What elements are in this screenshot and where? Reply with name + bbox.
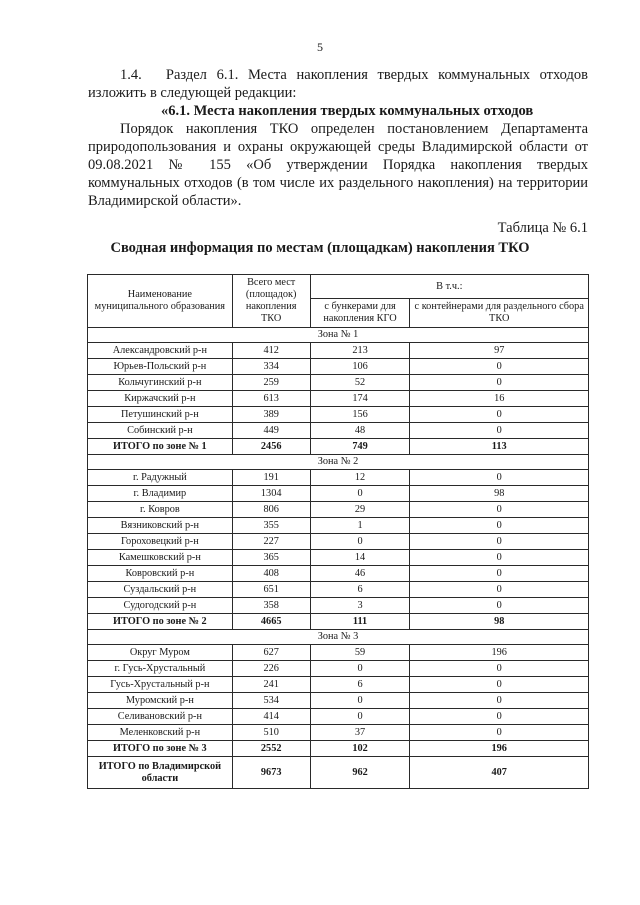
- cell-total: 806: [232, 502, 310, 518]
- cell-total: 627: [232, 645, 310, 661]
- zone-label: Зона № 1: [88, 328, 589, 343]
- cell-bunkers: 12: [310, 470, 410, 486]
- cell-name: г. Ковров: [88, 502, 233, 518]
- cell-containers: 196: [410, 645, 589, 661]
- cell-containers: 0: [410, 359, 589, 375]
- cell-containers: 113: [410, 439, 589, 455]
- cell-total: 4665: [232, 614, 310, 630]
- cell-total: 414: [232, 709, 310, 725]
- cell-name: г. Радужный: [88, 470, 233, 486]
- cell-containers: 98: [410, 614, 589, 630]
- cell-total: 2456: [232, 439, 310, 455]
- cell-name: Собинский р-н: [88, 423, 233, 439]
- cell-bunkers: 962: [310, 757, 410, 789]
- cell-name: г. Владимир: [88, 486, 233, 502]
- cell-containers: 0: [410, 375, 589, 391]
- header-total: Всего мест (площадок) накопления ТКО: [232, 275, 310, 328]
- zone-label: Зона № 2: [88, 455, 589, 470]
- table-row: [88, 359, 589, 375]
- cell-name: Гусь-Хрустальный р-н: [88, 677, 233, 693]
- cell-bunkers: 59: [310, 645, 410, 661]
- cell-total: 534: [232, 693, 310, 709]
- cell-containers: 0: [410, 598, 589, 614]
- cell-name: ИТОГО по зоне № 3: [88, 741, 233, 757]
- cell-name: Муромский р-н: [88, 693, 233, 709]
- header-name: Наименование муниципального образования: [88, 275, 233, 328]
- cell-name: Округ Муром: [88, 645, 233, 661]
- summary-table: [87, 274, 589, 789]
- cell-bunkers: 749: [310, 439, 410, 455]
- table-row: [88, 661, 589, 677]
- table-row: [88, 407, 589, 423]
- cell-total: 613: [232, 391, 310, 407]
- cell-bunkers: 213: [310, 343, 410, 359]
- cell-containers: 0: [410, 677, 589, 693]
- cell-name: Петушинский р-н: [88, 407, 233, 423]
- table-row: [88, 645, 589, 661]
- cell-containers: 0: [410, 693, 589, 709]
- header-containers: с контейнерами для раздельного сбора ТКО: [410, 299, 589, 328]
- cell-bunkers: 0: [310, 661, 410, 677]
- table-title: Сводная информация по местам (площадкам) накопления ТКО: [110, 240, 530, 256]
- cell-total: 355: [232, 518, 310, 534]
- cell-containers: 0: [410, 582, 589, 598]
- intro-paragraph: 1.4. Раздел 6.1. Места накопления твердых коммунальных отходов изложить в следующей редакции:: [88, 67, 588, 101]
- cell-name: Гороховецкий р-н: [88, 534, 233, 550]
- cell-containers: 0: [410, 407, 589, 423]
- cell-bunkers: 6: [310, 677, 410, 693]
- cell-containers: 0: [410, 470, 589, 486]
- table-row: [88, 582, 589, 598]
- document-body: [88, 66, 588, 237]
- zone-total-row: [88, 614, 589, 630]
- cell-total: 191: [232, 470, 310, 486]
- cell-bunkers: 46: [310, 566, 410, 582]
- table-row: [88, 502, 589, 518]
- table-row: [88, 550, 589, 566]
- cell-name: Кольчугинский р-н: [88, 375, 233, 391]
- cell-name: Ковровский р-н: [88, 566, 233, 582]
- table-row: [88, 693, 589, 709]
- cell-bunkers: 14: [310, 550, 410, 566]
- cell-total: 227: [232, 534, 310, 550]
- cell-containers: 98: [410, 486, 589, 502]
- cell-name: Юрьев-Польский р-н: [88, 359, 233, 375]
- section-title: «6.1. Места накопления твердых коммунальных отходов: [161, 103, 534, 119]
- cell-total: 510: [232, 725, 310, 741]
- cell-containers: 0: [410, 518, 589, 534]
- zone-label: Зона № 3: [88, 630, 589, 645]
- table-row: [88, 534, 589, 550]
- cell-containers: 16: [410, 391, 589, 407]
- cell-containers: 0: [410, 550, 589, 566]
- cell-bunkers: 0: [310, 709, 410, 725]
- cell-containers: 196: [410, 741, 589, 757]
- cell-total: 651: [232, 582, 310, 598]
- cell-total: 226: [232, 661, 310, 677]
- cell-name: Меленковский р-н: [88, 725, 233, 741]
- grand-total-row: [88, 757, 589, 789]
- cell-name: ИТОГО по зоне № 2: [88, 614, 233, 630]
- cell-total: 9673: [232, 757, 310, 789]
- table-row: [88, 486, 589, 502]
- cell-total: 358: [232, 598, 310, 614]
- zone-header-row: [88, 455, 589, 470]
- cell-containers: 0: [410, 502, 589, 518]
- cell-bunkers: 6: [310, 582, 410, 598]
- table-body: [88, 328, 589, 789]
- table-row: [88, 518, 589, 534]
- cell-bunkers: 52: [310, 375, 410, 391]
- cell-bunkers: 29: [310, 502, 410, 518]
- zone-total-row: [88, 439, 589, 455]
- cell-name: Селивановский р-н: [88, 709, 233, 725]
- header-bunkers: с бункерами для накопления КГО: [310, 299, 410, 328]
- cell-total: 365: [232, 550, 310, 566]
- cell-containers: 407: [410, 757, 589, 789]
- cell-total: 2552: [232, 741, 310, 757]
- cell-name: ИТОГО по Владимирской области: [88, 757, 233, 789]
- table-row: [88, 391, 589, 407]
- cell-containers: 0: [410, 709, 589, 725]
- cell-name: Судогодский р-н: [88, 598, 233, 614]
- cell-bunkers: 0: [310, 693, 410, 709]
- header-including: В т.ч.:: [310, 275, 588, 299]
- cell-total: 259: [232, 375, 310, 391]
- cell-bunkers: 156: [310, 407, 410, 423]
- cell-name: Суздальский р-н: [88, 582, 233, 598]
- cell-bunkers: 1: [310, 518, 410, 534]
- cell-bunkers: 0: [310, 486, 410, 502]
- cell-bunkers: 174: [310, 391, 410, 407]
- cell-total: 334: [232, 359, 310, 375]
- table-row: [88, 470, 589, 486]
- cell-total: 241: [232, 677, 310, 693]
- cell-bunkers: 3: [310, 598, 410, 614]
- table-row: [88, 423, 589, 439]
- cell-total: 408: [232, 566, 310, 582]
- table-row: [88, 343, 589, 359]
- cell-bunkers: 106: [310, 359, 410, 375]
- cell-bunkers: 102: [310, 741, 410, 757]
- cell-bunkers: 37: [310, 725, 410, 741]
- cell-name: ИТОГО по зоне № 1: [88, 439, 233, 455]
- cell-total: 1304: [232, 486, 310, 502]
- table-row: [88, 566, 589, 582]
- cell-name: Киржачский р-н: [88, 391, 233, 407]
- cell-containers: 0: [410, 725, 589, 741]
- zone-total-row: [88, 741, 589, 757]
- cell-containers: 0: [410, 423, 589, 439]
- cell-bunkers: 48: [310, 423, 410, 439]
- table-row: [88, 598, 589, 614]
- cell-containers: 97: [410, 343, 589, 359]
- table-row: [88, 709, 589, 725]
- page-number: 5: [317, 40, 323, 54]
- zone-header-row: [88, 328, 589, 343]
- cell-containers: 0: [410, 534, 589, 550]
- body-paragraph: Порядок накопления ТКО определен постановлением Департамента природопользования и охраны окружающей среды Владимирской области от 09.08.2021 № 155 «Об утверждении Порядка накопления твердых коммунальных отходов (в том числе их раздельного накопления) на территории Владимирской области».: [88, 121, 588, 209]
- zone-header-row: [88, 630, 589, 645]
- table-number: Таблица № 6.1: [497, 220, 588, 236]
- cell-name: Александровский р-н: [88, 343, 233, 359]
- cell-name: Вязниковский р-н: [88, 518, 233, 534]
- cell-total: 389: [232, 407, 310, 423]
- table-row: [88, 677, 589, 693]
- cell-bunkers: 111: [310, 614, 410, 630]
- cell-containers: 0: [410, 566, 589, 582]
- cell-containers: 0: [410, 661, 589, 677]
- cell-total: 449: [232, 423, 310, 439]
- table-row: [88, 725, 589, 741]
- cell-total: 412: [232, 343, 310, 359]
- table-row: [88, 375, 589, 391]
- cell-name: г. Гусь-Хрустальный: [88, 661, 233, 677]
- cell-name: Камешковский р-н: [88, 550, 233, 566]
- cell-bunkers: 0: [310, 534, 410, 550]
